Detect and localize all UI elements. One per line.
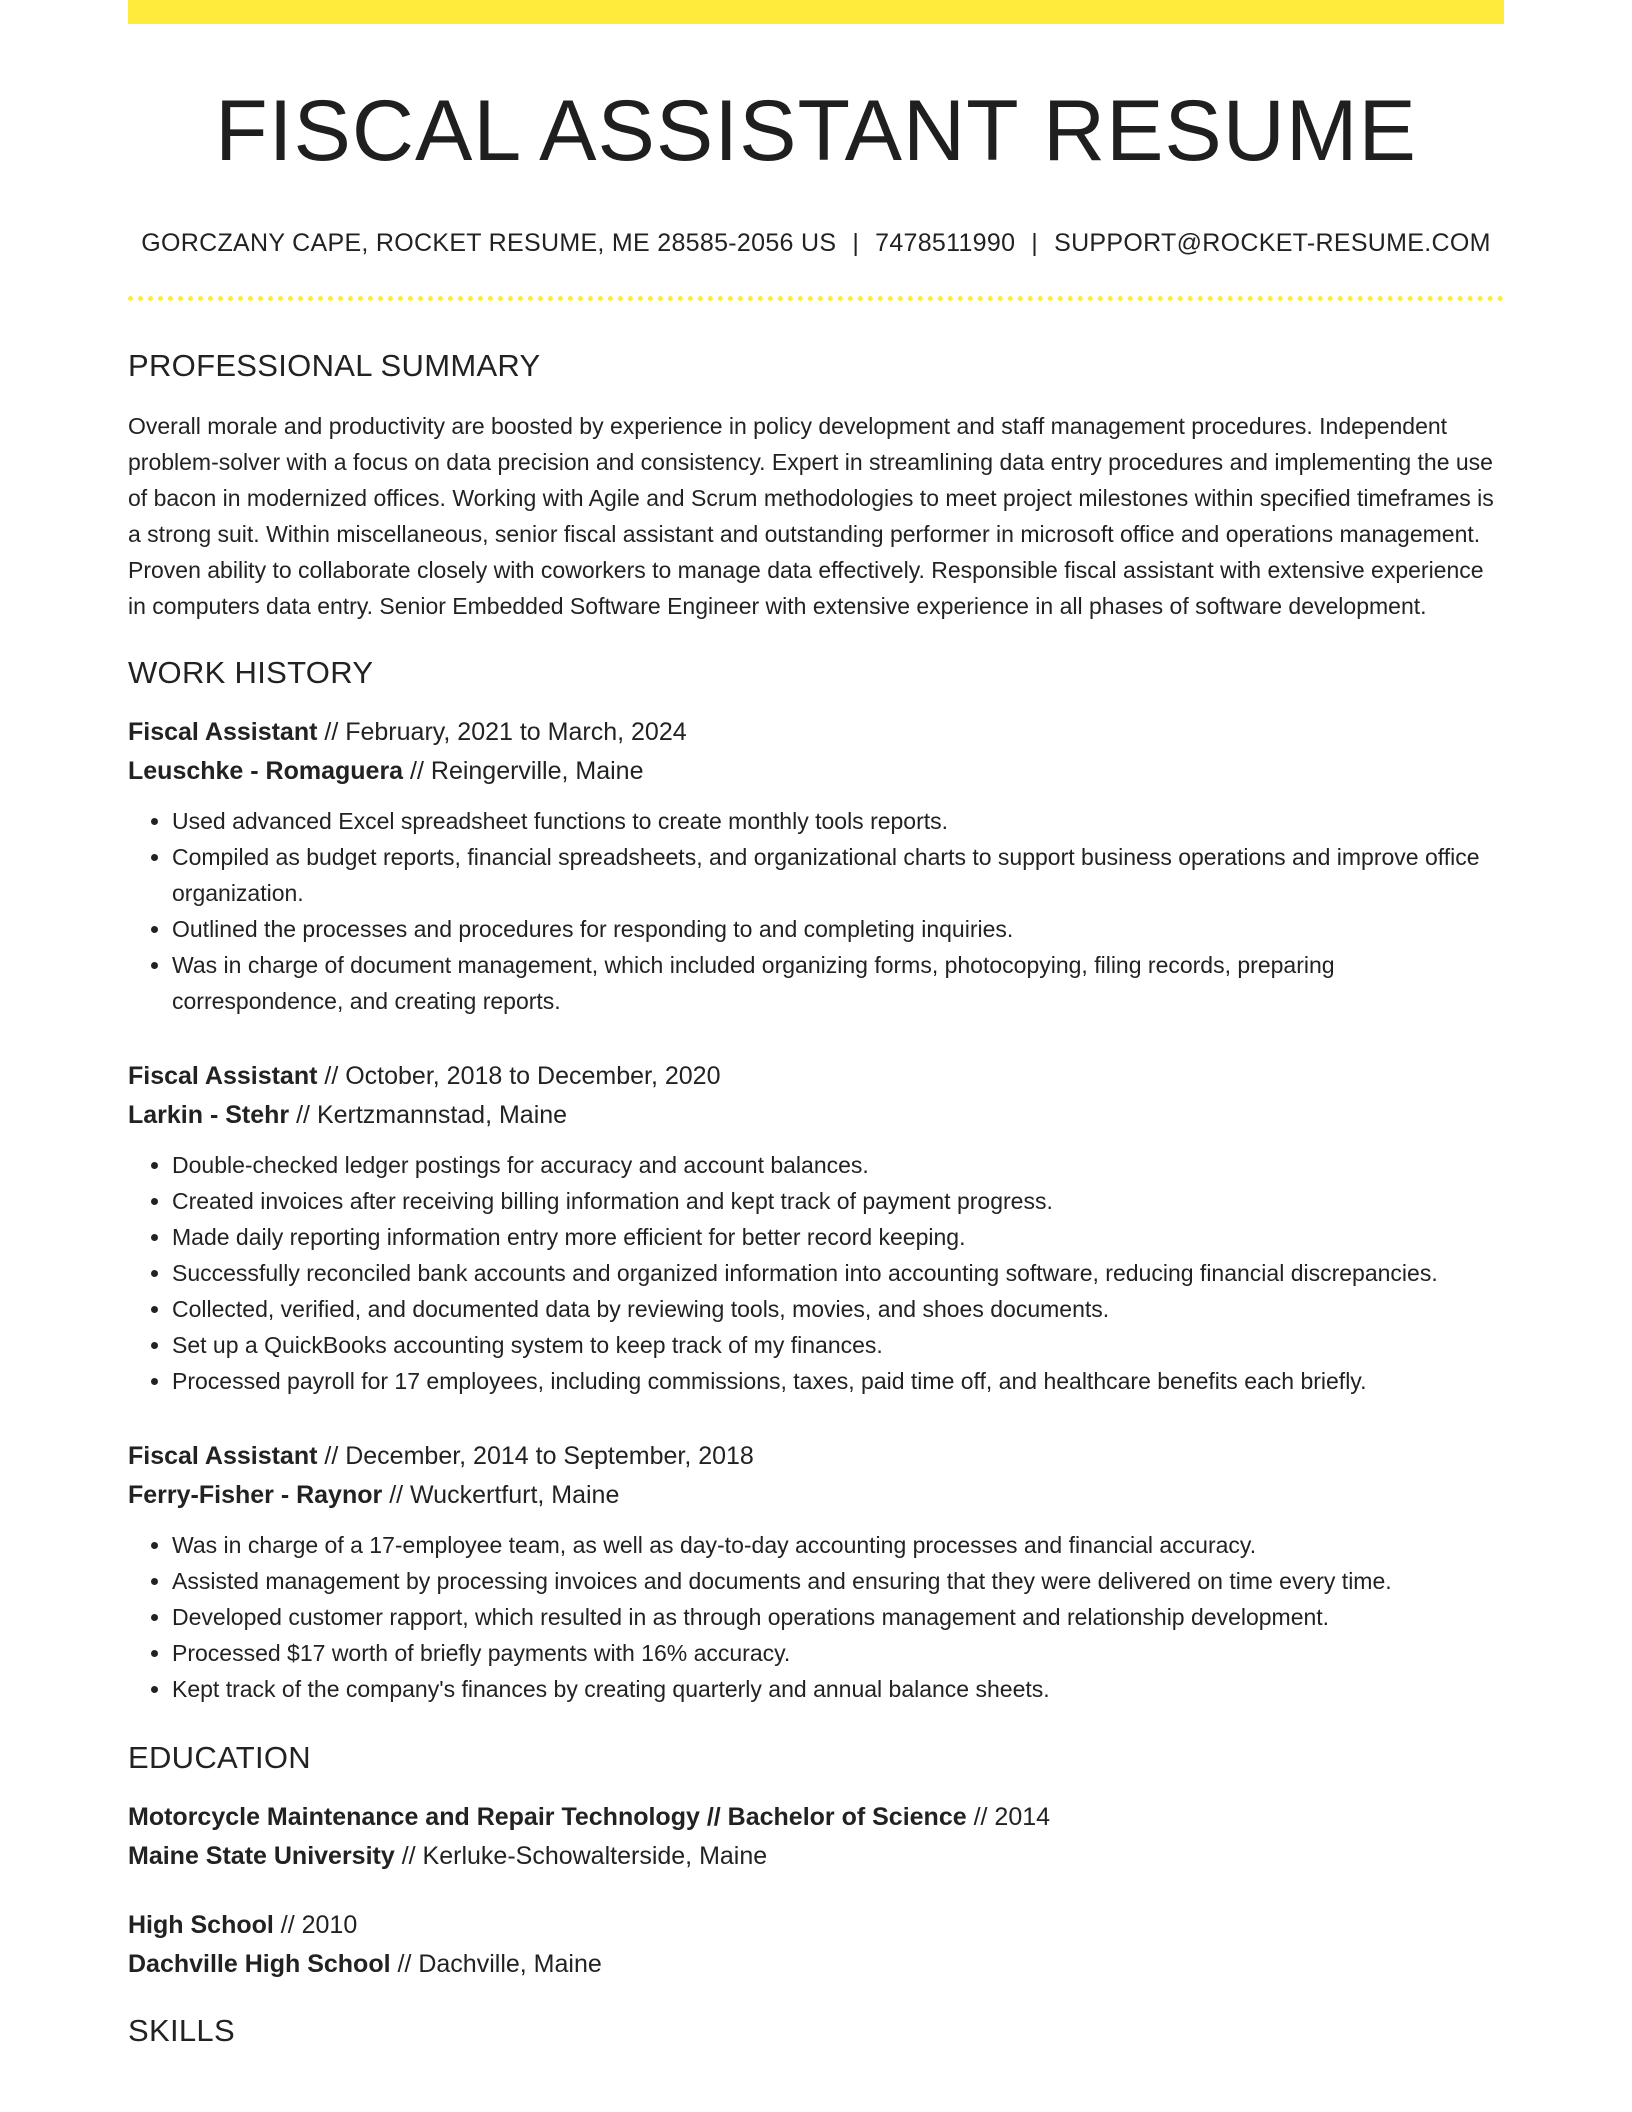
contact-separator: | — [852, 229, 860, 258]
job-dates: // February, 2021 to March, 2024 — [324, 718, 687, 747]
education-school: Maine State University — [128, 1842, 395, 1871]
job-bullets — [128, 803, 1504, 1019]
contact-phone: 7478511990 — [875, 229, 1016, 258]
list-item: • Kept track of the company's finances by creating quarterly and annual balance sheets. — [172, 1671, 1504, 1707]
list-item: • Used advanced Excel spreadsheet functions to create monthly tools reports. — [172, 803, 1504, 839]
list-item: • Processed payroll for 17 employees, including commissions, taxes, paid time off, and healthcare benefits each briefly. — [172, 1363, 1504, 1399]
job-company-line — [128, 1476, 1504, 1515]
job-company: Ferry-Fisher - Raynor — [128, 1481, 383, 1510]
job-company-line — [128, 752, 1504, 791]
list-item: • Processed $17 worth of briefly payments with 16% accuracy. — [172, 1635, 1504, 1671]
list-item: • Developed customer rapport, which resulted in as through operations management and relationship development. — [172, 1599, 1504, 1635]
list-item: • Assisted management by processing invoices and documents and ensuring that they were delivered on time every time. — [172, 1563, 1504, 1599]
work-history-heading: WORK HISTORY — [128, 654, 374, 690]
summary-heading: PROFESSIONAL SUMMARY — [128, 347, 541, 383]
job-entry — [128, 1057, 1504, 1399]
job-dates: // October, 2018 to December, 2020 — [324, 1062, 721, 1091]
job-title: Fiscal Assistant — [128, 1442, 318, 1471]
job-title-line — [128, 1437, 1504, 1476]
list-item: • Made daily reporting information entry more efficient for better record keeping. — [172, 1219, 1504, 1255]
education-degree-line — [128, 1906, 1504, 1945]
education-school: Dachville High School — [128, 1950, 391, 1979]
education-degree: Motorcycle Maintenance and Repair Technology // Bachelor of Science — [128, 1803, 967, 1832]
job-company-line — [128, 1096, 1504, 1135]
list-item: • Created invoices after receiving billing information and kept track of payment progress. — [172, 1183, 1504, 1219]
education-entry — [128, 1798, 1504, 1876]
job-location: // Wuckertfurt, Maine — [389, 1481, 620, 1510]
resume-title: FISCAL ASSISTANT RESUME — [215, 83, 1417, 179]
contact-separator: | — [1031, 229, 1039, 258]
job-title-line — [128, 1057, 1504, 1096]
education-location: // Dachville, Maine — [397, 1950, 602, 1979]
job-entry — [128, 713, 1504, 1019]
education-location: // Kerluke-Schowalterside, Maine — [401, 1842, 768, 1871]
work-history-list — [128, 713, 1504, 1707]
list-item: • Outlined the processes and procedures for responding to and completing inquiries. — [172, 911, 1504, 947]
resume-page — [128, 0, 1504, 2049]
dotted-divider — [128, 296, 1504, 301]
list-item: • Set up a QuickBooks accounting system to keep track of my finances. — [172, 1327, 1504, 1363]
education-school-line — [128, 1837, 1504, 1876]
job-title: Fiscal Assistant — [128, 1062, 318, 1091]
job-company: Larkin - Stehr — [128, 1101, 290, 1130]
contact-line — [128, 227, 1504, 260]
summary-text: Overall morale and productivity are boosted by experience in policy development and staff management procedures. Independent problem-solver with a focus on data precision and consistency. Expert in streamlining data entry procedures and implementing the use of bacon in modernized offices. Working with Agile and Scrum methodologies to meet project milestones within specified timeframes is a strong suit. Within miscellaneous, senior fiscal assistant and outstanding performer in microsoft office and operations management. Proven ability to collaborate closely with coworkers to manage data effectively. Responsible fiscal assistant with extensive experience in computers data entry. Senior Embedded Software Engineer with extensive experience in all phases of software development. — [128, 412, 1494, 619]
list-item: • Double-checked ledger postings for accuracy and account balances. — [172, 1147, 1504, 1183]
skills-heading: SKILLS — [128, 2013, 235, 2049]
job-bullets — [128, 1147, 1504, 1399]
list-item: • Was in charge of document management, which included organizing forms, photocopying, filing records, preparing correspondence, and creating reports. — [172, 947, 1504, 1019]
job-entry — [128, 1437, 1504, 1707]
list-item: • Collected, verified, and documented data by reviewing tools, movies, and shoes documents. — [172, 1291, 1504, 1327]
job-title: Fiscal Assistant — [128, 718, 318, 747]
contact-email: SUPPORT@ROCKET-RESUME.COM — [1054, 229, 1491, 258]
job-company: Leuschke - Romaguera — [128, 757, 404, 786]
education-list — [128, 1798, 1504, 1984]
top-accent-bar — [128, 0, 1504, 24]
education-entry — [128, 1906, 1504, 1984]
education-school-line — [128, 1945, 1504, 1984]
education-year: // 2014 — [973, 1803, 1051, 1832]
list-item: • Was in charge of a 17-employee team, as well as day-to-day accounting processes and financial accuracy. — [172, 1527, 1504, 1563]
education-year: // 2010 — [280, 1911, 358, 1940]
job-title-line — [128, 713, 1504, 752]
education-degree-line — [128, 1798, 1504, 1837]
contact-address: GORCZANY CAPE, ROCKET RESUME, ME 28585-2056 US — [141, 229, 837, 258]
job-dates: // December, 2014 to September, 2018 — [324, 1442, 754, 1471]
education-degree: High School — [128, 1911, 274, 1940]
job-location: // Reingerville, Maine — [410, 757, 644, 786]
job-bullets — [128, 1527, 1504, 1707]
list-item: • Successfully reconciled bank accounts and organized information into accounting software, reducing financial discrepancies. — [172, 1255, 1504, 1291]
job-location: // Kertzmannstad, Maine — [296, 1101, 568, 1130]
list-item: • Compiled as budget reports, financial spreadsheets, and organizational charts to support business operations and improve office organization. — [172, 839, 1504, 911]
education-heading: EDUCATION — [128, 1740, 311, 1776]
